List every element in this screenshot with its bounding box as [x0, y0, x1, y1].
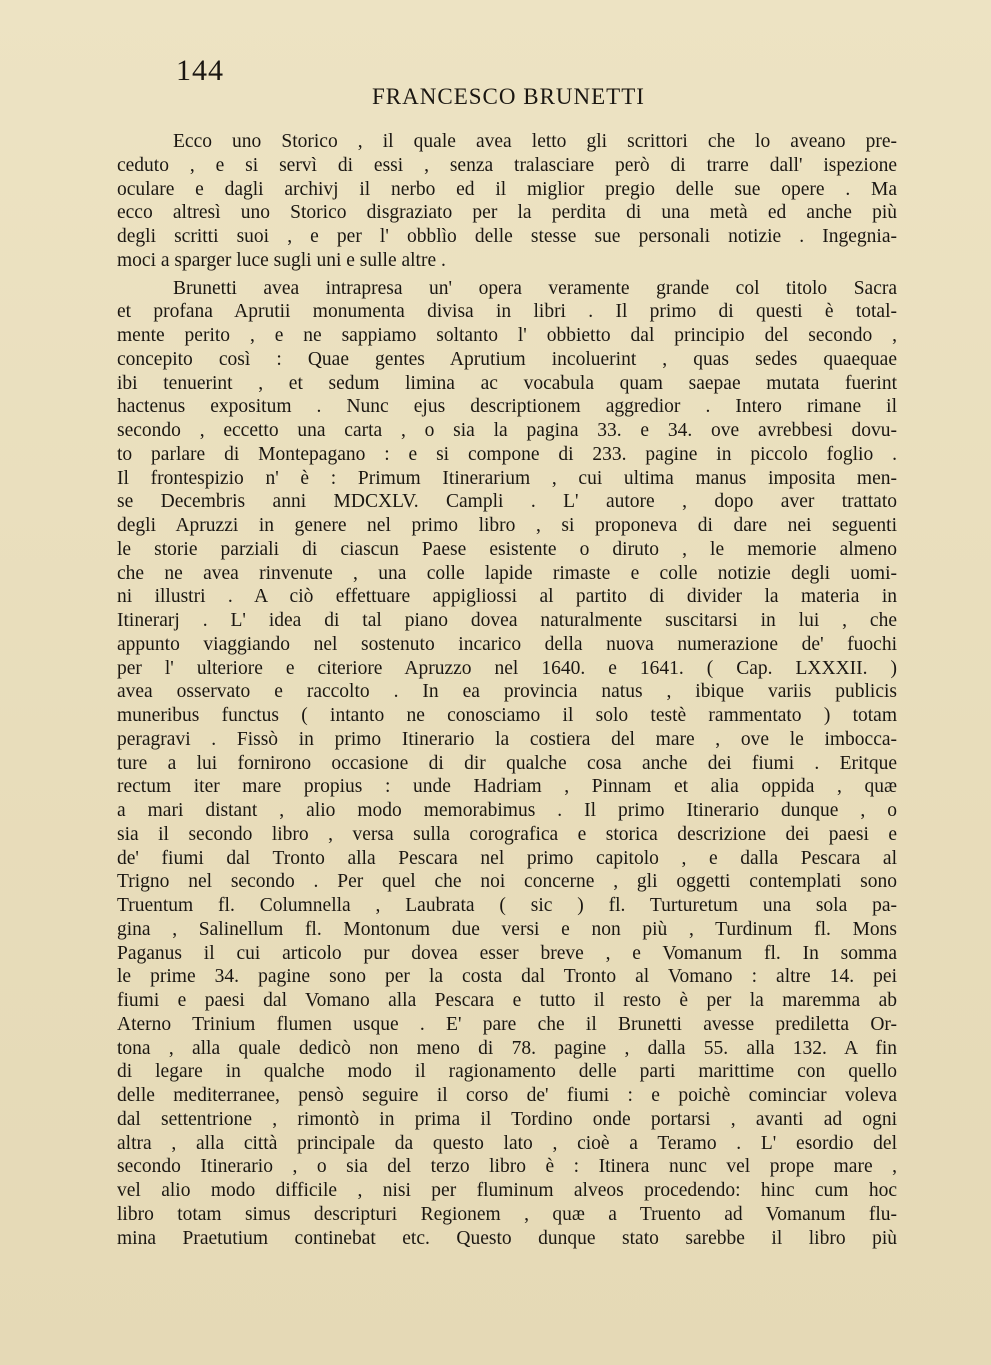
text-line: de' fiumi dal Tronto alla Pescara nel primo capitolo , e dalla Pescara al — [117, 847, 897, 869]
text-line: appunto viaggiando nel sostenuto incarico della nuova numerazione de' fuochi — [117, 633, 897, 655]
text-line: rectum iter mare propius : unde Hadriam , Pinnam et alia oppida , quæ — [117, 776, 897, 798]
text-line: mente perito , e ne sappiamo soltanto l' obbietto dal principio del secondo , — [117, 325, 897, 346]
text-line: Il frontespizio n' è : Primum Itinerarium , cui ultima manus imposita men- — [117, 467, 897, 489]
running-head: FRANCESCO BRUNETTI — [372, 84, 645, 109]
text-line: oculare e dagli archivj il nerbo ed il miglior pregio delle sue opere . Ma — [117, 178, 897, 200]
text-line: gina , Salinellum fl. Montonum due versi e non più , Turdinum fl. Mons — [117, 918, 897, 940]
text-line: avea osservato e raccolto . In ea provincia natus , ibique variis publicis — [117, 681, 897, 703]
text-line: le prime 34. pagine sono per la costa dal Tronto al Vomano : altre 14. pei — [117, 966, 897, 988]
text-line: dal settentrione , rimontò in prima il Tordino onde portarsi , avanti ad ogni — [117, 1108, 897, 1130]
text-line: hactenus expositum . Nunc ejus descriptionem aggredior . Intero rimane il — [117, 396, 897, 418]
text-line: to parlare di Montepagano : e si compone di 233. pagine in piccolo foglio . — [117, 443, 897, 465]
text-line: secondo Itinerario , o sia del terzo libro è : Itinera nunc vel prope mare , — [117, 1156, 897, 1178]
text-line: ibi tenuerint , et sedum limina ac vocabula quam saepae mutata fuerint — [117, 372, 897, 394]
text-line: libro totam simus descripturi Regionem , quæ a Truento ad Vomanum flu- — [117, 1203, 897, 1225]
text-line: degli Apruzzi in genere nel primo libro , si proponeva di dare nei seguenti — [117, 515, 897, 536]
text-line: Brunetti avea intrapresa un' opera veramente grande col titolo Sacra — [173, 277, 897, 299]
text-line: Ecco uno Storico , il quale avea letto gli scrittori che lo aveano pre- — [173, 131, 897, 152]
text-line: tona , alla quale dedicò non meno di 78. pagine , dalla 55. alla 132. A fin — [117, 1037, 897, 1059]
text-line: degli scritti suoi , e per l' obblìo delle stesse sue personali notizie . Ingegnia- — [117, 226, 897, 247]
text-line: sia il secondo libro , versa sulla corografica e storica descrizione dei paesi e — [117, 823, 897, 845]
text-line: vel alio modo difficile , nisi per fluminum alveos procedendo: hinc cum hoc — [117, 1180, 897, 1201]
body-text — [117, 130, 897, 1250]
text-line: mina Praetutium continebat etc. Questo dunque stato sarebbe il libro più — [117, 1227, 897, 1249]
text-line: che ne avea rinvenute , una colle lapide rimaste e colle notizie degli uomi- — [117, 562, 897, 584]
text-line: secondo , eccetto una carta , o sia la pagina 33. e 34. ove avrebbesi dovu- — [117, 420, 897, 441]
text-line: per l' ulteriore e citeriore Apruzzo nel 1640. e 1641. ( Cap. LXXXII. ) — [117, 657, 897, 679]
text-line: delle mediterranee, pensò seguire il corso de' fiumi : e poichè cominciar voleva — [117, 1085, 897, 1106]
text-line: ceduto , e si servì di essi , senza tralasciare però di trarre dall' ispezione — [117, 154, 897, 176]
text-line: ture a lui fornirono occasione di dir qualche cosa anche dei fiumi . Eritque — [117, 752, 897, 774]
text-line: Paganus il cui articolo pur dovea esser breve , e Vomanum fl. In somma — [117, 942, 897, 964]
text-line: concepito così : Quae gentes Aprutium incoluerint , quas sedes quaequae — [117, 348, 897, 370]
text-line: peragravi . Fissò in primo Itinerario la costiera del mare , ove le imbocca- — [117, 728, 897, 750]
text-line: se Decembris anni MDCXLV. Campli . L' autore , dopo aver trattato — [117, 491, 897, 513]
text-line: muneribus functus ( intanto ne conosciamo il solo testè rammentato ) totam — [117, 705, 897, 726]
text-line: et profana Aprutii monumenta divisa in libri . Il primo di questi è total- — [117, 301, 897, 323]
text-line: altra , alla città principale da questo lato , cioè a Teramo . L' esordio del — [117, 1132, 897, 1154]
text-line: a mari distant , alio modo memorabimus . Il primo Itinerario dunque , o — [117, 800, 897, 821]
text-line: di legare in qualche modo il ragionamento delle parti marittime con quello — [117, 1061, 897, 1083]
text-line: Truentum fl. Columnella , Laubrata ( sic ) fl. Turturetum una sola pa- — [117, 895, 897, 916]
text-line: ni illustri . A ciò effettuare appigliossi al partito di divider la materia in — [117, 586, 897, 608]
text-line: Trigno nel secondo . Per quel che noi concerne , gli oggetti contemplati sono — [117, 871, 897, 893]
text-line: ecco altresì uno Storico disgraziato per la perdita di una metà ed anche più — [117, 202, 897, 224]
paragraph-1 — [117, 130, 897, 273]
page-number: 144 — [176, 54, 224, 87]
text-line: moci a sparger luce sugli uni e sulle altre . — [117, 249, 446, 271]
paragraph-2 — [117, 277, 897, 1251]
text-line: fiumi e paesi dal Vomano alla Pescara e tutto il resto è per la maremma ab — [117, 990, 897, 1011]
text-line: le storie parziali di ciascun Paese esistente o diruto , le memorie almeno — [117, 538, 897, 560]
text-line: Itinerarj . L' idea di tal piano dovea naturalmente suscitarsi in lui , che — [117, 610, 897, 631]
text-line: Aterno Trinium flumen usque . E' pare che il Brunetti avesse prediletta Or- — [117, 1013, 897, 1035]
